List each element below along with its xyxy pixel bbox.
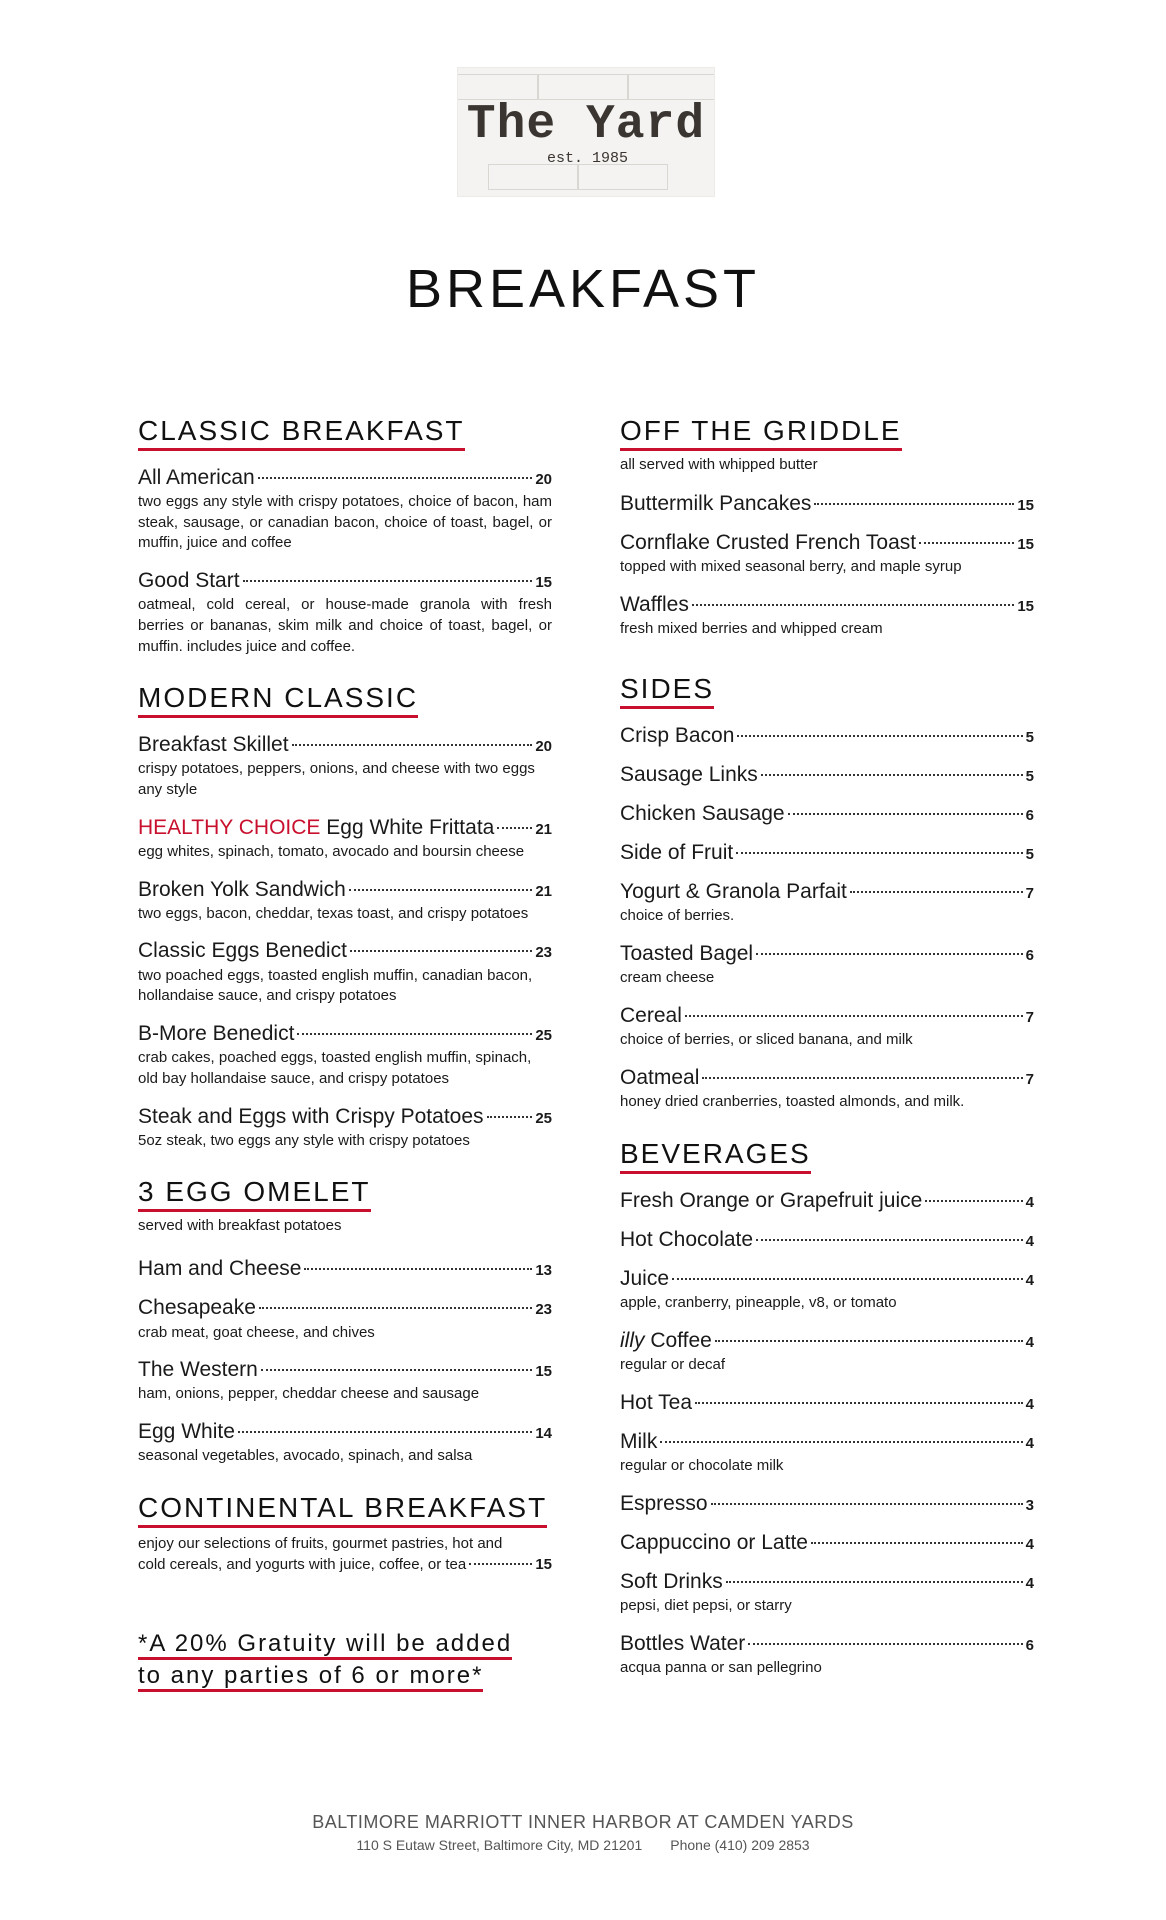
menu-item [620, 1491, 1034, 1516]
item-price: 25 [535, 1026, 552, 1044]
item-name: Buttermilk Pancakes [620, 491, 812, 515]
item-name: Juice [620, 1266, 670, 1290]
item-name: Steak and Eggs with Crispy Potatoes [138, 1104, 484, 1128]
item-price: 4 [1025, 1232, 1034, 1250]
item-price: 21 [535, 820, 552, 838]
section-continental-breakfast [138, 1493, 552, 1575]
item-desc: acqua panna or san pellegrino [620, 1659, 822, 1677]
menu-item [138, 568, 552, 657]
gratuity-notice [138, 1628, 558, 1692]
menu-item [620, 723, 1034, 748]
menu-item [138, 938, 552, 1007]
item-price: 15 [1017, 535, 1034, 553]
item-name: Toasted Bagel [620, 942, 754, 966]
menu-item [138, 465, 552, 554]
menu-item [620, 530, 1034, 578]
logo-est: est. 1985 [546, 150, 628, 167]
menu-item [620, 1188, 1034, 1213]
menu-item [620, 1530, 1034, 1555]
menu-item [620, 1065, 1034, 1113]
menu-item [138, 1104, 552, 1152]
item-price: 7 [1025, 1009, 1034, 1027]
item-name: Oatmeal [620, 1065, 700, 1089]
menu-item [620, 1631, 1034, 1679]
menu-item [620, 840, 1034, 865]
footer [0, 1812, 1166, 1853]
item-desc: choice of berries, or sliced banana, and milk [620, 1031, 913, 1049]
menu-item [620, 1569, 1034, 1617]
menu-item [138, 1357, 552, 1405]
item-price: 3 [1025, 1496, 1034, 1514]
item-desc: two eggs any style with crispy potatoes, choice of bacon, ham steak, sausage, or canadian bacon, choice of toast, bagel, or muffin, juice and coffee [138, 492, 552, 552]
section-title: CONTINENTAL BREAKFAST [138, 1493, 547, 1528]
item-price: 4 [1025, 1575, 1034, 1593]
item-desc: cream cheese [620, 969, 715, 987]
section-title: OFF THE GRIDDLE [620, 416, 902, 451]
menu-item [620, 592, 1034, 640]
menu-item [620, 762, 1034, 787]
item-desc: crab meat, goat cheese, and chives [138, 1323, 375, 1341]
menu-item [620, 879, 1034, 927]
item-name: Broken Yolk Sandwich [138, 877, 346, 901]
left-column [138, 416, 552, 1601]
item-desc: apple, cranberry, pineapple, v8, or tomato [620, 1294, 897, 1312]
item-desc: oatmeal, cold cereal, or house-made granola with fresh berries or bananas, skim milk and choice of toast, bagel, or muffin. includes juice and coffee. [138, 596, 552, 655]
item-price: 4 [1025, 1434, 1034, 1452]
item-desc: egg whites, spinach, tomato, avocado and boursin cheese [138, 842, 525, 860]
item-desc: pepsi, diet pepsi, or starry [620, 1597, 792, 1615]
menu-item [620, 941, 1034, 989]
menu-item [620, 1003, 1034, 1051]
item-name: Hot Tea [620, 1390, 692, 1414]
item-name: All American [138, 465, 255, 489]
item-price: 21 [535, 882, 552, 900]
item-price: 15 [1017, 496, 1034, 514]
menu-item [620, 1429, 1034, 1477]
item-desc: regular or chocolate milk [620, 1457, 784, 1475]
section-modern-classic [138, 683, 552, 1151]
item-price: 4 [1025, 1535, 1034, 1553]
menu-item [620, 1328, 1034, 1376]
item-name: B-More Benedict [138, 1021, 295, 1045]
item-name: Cappuccino or Latte [620, 1530, 808, 1554]
item-name: Yogurt & Granola Parfait [620, 880, 847, 904]
item-price: 4 [1025, 1193, 1034, 1211]
menu-item [138, 877, 552, 925]
item-price: 13 [535, 1262, 552, 1280]
continental-desc-2: cold cereals, and yogurts with juice, coffee, or tea [138, 1555, 467, 1573]
item-price: 14 [535, 1425, 552, 1443]
item-name: Cornflake Crusted French Toast [620, 530, 917, 554]
logo [457, 67, 715, 197]
item-name: Coffee [644, 1328, 712, 1352]
section-subtitle: served with breakfast potatoes [138, 1217, 342, 1235]
hotel-address: 110 S Eutaw Street, Baltimore City, MD 21201 [356, 1837, 643, 1853]
menu-item [138, 1295, 552, 1343]
logo-name: The Yard [466, 98, 706, 152]
menu-item [620, 491, 1034, 516]
item-name: Milk [620, 1429, 658, 1453]
item-name: Cereal [620, 1004, 682, 1028]
item-name: Ham and Cheese [138, 1257, 302, 1281]
item-price: 7 [1025, 885, 1034, 903]
item-name: Waffles [620, 592, 689, 616]
item-desc: two poached eggs, toasted english muffin, canadian bacon, hollandaise sauce, and crispy potatoes [138, 966, 533, 1005]
item-name: Sausage Links [620, 762, 758, 786]
item-price: 5 [1025, 767, 1034, 785]
menu-item [138, 815, 552, 863]
item-price: 4 [1025, 1333, 1034, 1351]
item-desc: regular or decaf [620, 1356, 726, 1374]
item-price: 23 [535, 944, 552, 962]
item-name: Fresh Orange or Grapefruit juice [620, 1188, 923, 1212]
continental-desc-1: enjoy our selections of fruits, gourmet pastries, hot and [138, 1534, 503, 1552]
gratuity-line-2: to any parties of 6 or more* [138, 1662, 483, 1692]
item-name: Crisp Bacon [620, 723, 735, 747]
right-column [620, 416, 1034, 1705]
menu-item [138, 1021, 552, 1090]
menu-item [620, 1266, 1034, 1314]
menu-item [138, 732, 552, 801]
item-name: Chesapeake [138, 1296, 256, 1320]
item-price: 15 [535, 1363, 552, 1381]
item-price: 23 [535, 1301, 552, 1319]
item-price: 7 [1025, 1070, 1034, 1088]
item-name: Bottles Water [620, 1632, 746, 1656]
section-classic-breakfast [138, 416, 552, 657]
section-title: CLASSIC BREAKFAST [138, 416, 465, 451]
item-desc: honey dried cranberries, toasted almonds, and milk. [620, 1093, 965, 1111]
illy-brand: illy [620, 1328, 645, 1352]
item-desc: crispy potatoes, peppers, onions, and cheese with two eggs any style [138, 760, 535, 798]
item-name: The Western [138, 1358, 258, 1382]
item-price: 25 [535, 1109, 552, 1127]
item-desc: choice of berries. [620, 907, 735, 925]
item-name: Side of Fruit [620, 841, 734, 865]
item-price: 4 [1025, 1395, 1034, 1413]
gratuity-line-1: *A 20% Gratuity will be added [138, 1630, 512, 1660]
item-name: Good Start [138, 569, 240, 593]
section-title: BEVERAGES [620, 1139, 811, 1174]
item-name: Egg White [138, 1420, 235, 1444]
item-desc: two eggs, bacon, cheddar, texas toast, and crispy potatoes [138, 904, 529, 922]
section-title: 3 EGG OMELET [138, 1177, 371, 1212]
item-price: 15 [1017, 597, 1034, 615]
item-desc: topped with mixed seasonal berry, and maple syrup [620, 558, 962, 576]
hotel-phone: Phone (410) 209 2853 [670, 1837, 810, 1853]
menu-item [138, 1419, 552, 1467]
menu-item [620, 1227, 1034, 1252]
item-price: 4 [1025, 1271, 1034, 1289]
item-price: 6 [1025, 806, 1034, 824]
item-price: 6 [1025, 947, 1034, 965]
section-title: MODERN CLASSIC [138, 683, 418, 718]
item-name: Espresso [620, 1491, 708, 1515]
item-desc: ham, onions, pepper, cheddar cheese and sausage [138, 1385, 480, 1403]
continental-price: 15 [535, 1555, 552, 1573]
item-price: 6 [1025, 1637, 1034, 1655]
item-name: Classic Eggs Benedict [138, 939, 347, 963]
item-price: 20 [535, 470, 552, 488]
menu-item [620, 1390, 1034, 1415]
healthy-choice-label: HEALTHY CHOICE [138, 815, 321, 839]
section-subtitle: all served with whipped butter [620, 455, 818, 473]
menu-item [138, 1256, 552, 1281]
item-name: Egg White Frittata [320, 815, 495, 839]
section-3-egg-omelet [138, 1177, 552, 1467]
section-off-the-griddle [620, 416, 1034, 640]
menu-item [620, 801, 1034, 826]
item-desc: fresh mixed berries and whipped cream [620, 620, 883, 638]
section-beverages [620, 1139, 1034, 1679]
item-name: Hot Chocolate [620, 1227, 754, 1251]
item-desc: seasonal vegetables, avocado, spinach, and salsa [138, 1447, 473, 1465]
page-title: BREAKFAST [405, 259, 761, 319]
item-price: 5 [1025, 846, 1034, 864]
item-name: Soft Drinks [620, 1570, 723, 1594]
item-desc: 5oz steak, two eggs any style with crispy potatoes [138, 1131, 470, 1149]
item-price: 15 [535, 574, 552, 592]
section-sides [620, 674, 1034, 1113]
item-name: Breakfast Skillet [138, 733, 289, 757]
item-price: 5 [1025, 728, 1034, 746]
item-desc: crab cakes, poached eggs, toasted english muffin, spinach, old bay hollandaise sauce, and crispy potatoes [138, 1049, 532, 1087]
section-title: SIDES [620, 674, 714, 709]
item-name: Chicken Sausage [620, 801, 785, 825]
item-price: 20 [535, 738, 552, 756]
hotel-name: BALTIMORE MARRIOTT INNER HARBOR AT CAMDEN YARDS [312, 1812, 854, 1832]
